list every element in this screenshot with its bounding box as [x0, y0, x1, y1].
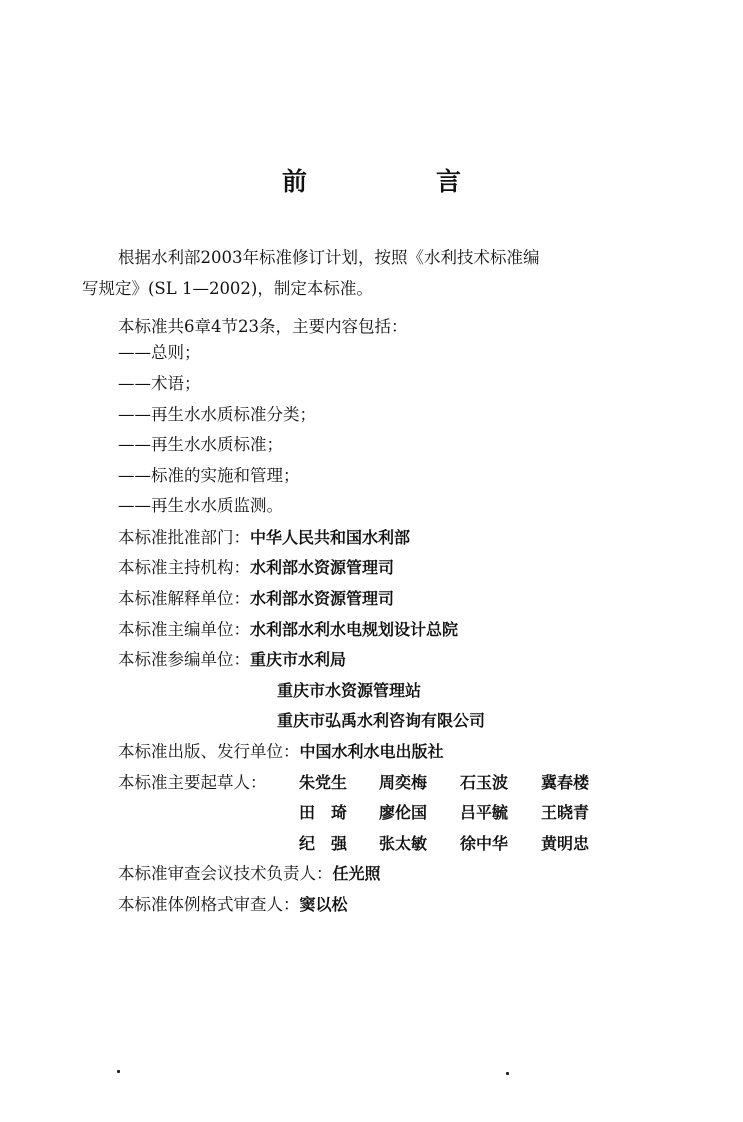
drafter-name: 吕平毓 [460, 803, 509, 822]
host-organization [118, 557, 394, 579]
publisher-label: 本标准出版、发行单位： [118, 742, 300, 761]
interpreting-unit-value: 水利部水资源管理司 [250, 589, 395, 608]
drafter-name: 周奕梅 [379, 773, 428, 792]
intro-paragraph-line-1: 根据水利部2003年标准修订计划，按照《水利技术标准编 [118, 248, 540, 267]
drafter-name: 朱党生 [299, 773, 348, 792]
co-editing-units-label: 本标准参编单位： [118, 650, 250, 669]
contents-item: ——再生水水质监测。 [118, 496, 283, 515]
scan-speck [506, 1072, 509, 1075]
contents-item: ——再生水水质标准； [118, 435, 283, 454]
drafter-name: 张太敏 [379, 834, 428, 853]
host-organization-value: 水利部水资源管理司 [250, 558, 395, 577]
publisher [118, 741, 444, 763]
approving-department-value: 中华人民共和国水利部 [250, 528, 411, 547]
drafter-name: 廖伦国 [379, 803, 428, 822]
co-editing-unit-value: 重庆市水利局 [250, 650, 347, 669]
drafter-name: 田 琦 [299, 803, 348, 822]
interpreting-unit-label: 本标准解释单位： [118, 589, 250, 608]
drafter-name: 王晓青 [541, 803, 590, 822]
page-title: 前 言 [281, 167, 513, 196]
drafter-name: 冀春楼 [541, 773, 590, 792]
format-reviewer-label: 本标准体例格式审查人： [118, 895, 300, 914]
drafter-name: 纪 强 [299, 834, 348, 853]
co-editing-unit-value: 重庆市弘禹水利咨询有限公司 [277, 711, 486, 730]
contents-item: ——标准的实施和管理； [118, 466, 300, 485]
co-editing-units [118, 649, 346, 671]
drafters-label: 本标准主要起草人： [118, 773, 267, 792]
contents-item: ——再生水水质标准分类； [118, 405, 316, 424]
contents-item: ——术语； [118, 374, 201, 393]
publisher-value: 中国水利水电出版社 [299, 742, 444, 761]
drafter-name: 徐中华 [460, 834, 509, 853]
intro-paragraph-line-2: 写规定》(SL 1—2002)，制定本标准。 [82, 279, 373, 298]
interpreting-unit [118, 588, 394, 610]
drafter-name: 黄明忠 [541, 834, 590, 853]
co-editing-unit-value: 重庆市水资源管理站 [277, 681, 422, 700]
scan-speck [117, 1070, 120, 1073]
chief-editing-unit [118, 619, 458, 641]
format-reviewer-value: 窦以松 [299, 895, 348, 914]
contents-item: ——总则； [118, 343, 201, 362]
contents-intro: 本标准共6章4节23条，主要内容包括： [118, 317, 408, 336]
approving-department-label: 本标准批准部门： [118, 528, 250, 547]
host-organization-label: 本标准主持机构： [118, 558, 250, 577]
review-technical-lead-label: 本标准审查会议技术负责人： [118, 864, 333, 883]
drafter-name: 石玉波 [460, 773, 509, 792]
chief-editing-unit-value: 水利部水利水电规划设计总院 [250, 620, 459, 639]
review-technical-lead [118, 863, 381, 885]
format-reviewer [118, 894, 348, 916]
approving-department [118, 527, 410, 549]
chief-editing-unit-label: 本标准主编单位： [118, 620, 250, 639]
review-technical-lead-value: 任光照 [332, 864, 381, 883]
